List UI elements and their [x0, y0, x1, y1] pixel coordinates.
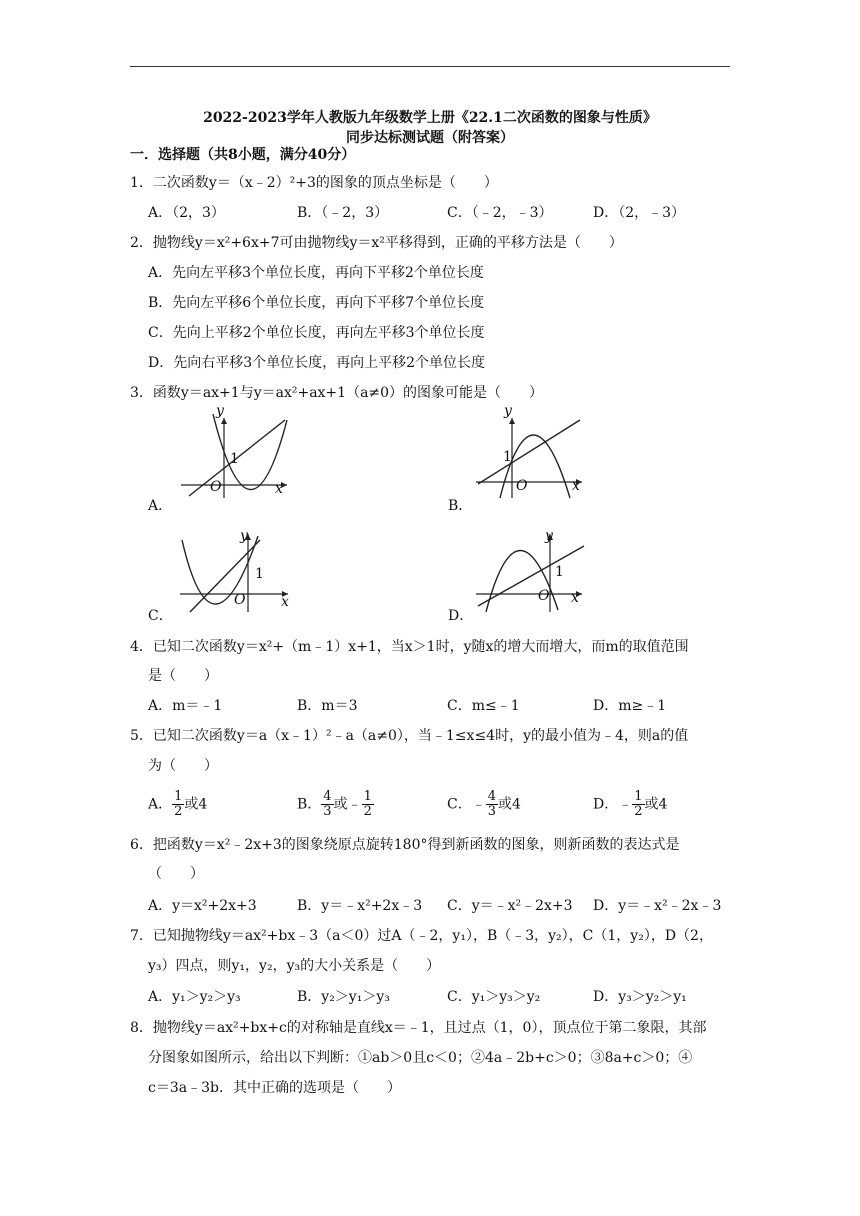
q3-option-b: B．: [448, 498, 473, 514]
q8-stem-line3: c＝3a﹣3b．其中正确的选项是（ ）: [148, 1080, 401, 1096]
q3-graph-b-origin: O: [516, 478, 528, 494]
q5-option-b-mid: 或﹣: [333, 796, 362, 813]
q5-option-c-tail: 或4: [498, 796, 521, 813]
q5-option-d: [593, 790, 667, 819]
q6-option-c: C．y＝﹣x²﹣2x+3: [447, 898, 573, 914]
q5-option-b-denominator-2: 2: [363, 804, 372, 819]
q5-option-a: [148, 790, 207, 819]
q6-option-a: A．y＝x²+2x+3: [148, 898, 257, 914]
q7-option-d: D．y₃＞y₂＞y₁: [593, 989, 687, 1005]
q2-option-c: C．先向上平移2个单位长度，再向左平移3个单位长度: [148, 325, 485, 341]
q4-stem-line1: 4．已知二次函数y＝x²+（m﹣1）x+1，当x＞1时，y随x的增大而增大，而m的取值范围: [130, 639, 689, 655]
q5-option-c-label: C．﹣: [447, 796, 486, 813]
q3-graph-a-y-label: y: [216, 403, 224, 419]
doc-subtitle: 同步达标测试题（附答案）: [346, 130, 514, 146]
q5-option-b-fraction-1: [321, 790, 333, 819]
q3-graph-a-one: 1: [230, 451, 239, 467]
q6-stem-line2: （ ）: [148, 866, 204, 882]
q1-stem: 1．二次函数y＝（x﹣2）²+3的图象的顶点坐标是（ ）: [130, 175, 498, 191]
q3-graph-c-origin: O: [234, 592, 246, 608]
q3-graph-a-origin: O: [210, 479, 222, 495]
q5-option-d-fraction: [632, 790, 644, 819]
q2-option-a: A．先向左平移3个单位长度，再向下平移2个单位长度: [148, 265, 484, 281]
q3-stem: 3．函数y＝ax+1与y＝ax²+ax+1（a≠0）的图象可能是（ ）: [130, 385, 544, 401]
q1-option-c: C．（﹣2，﹣3）: [447, 205, 553, 221]
doc-title: 2022-2023学年人教版九年级数学上册《22.1二次函数的图象与性质》: [203, 110, 657, 126]
q5-stem-line1: 5．已知二次函数y＝a（x﹣1）²﹣a（a≠0），当﹣1≤x≤4时，y的最小值为﹣4，则a的值: [130, 728, 689, 744]
q3-graph-c-one: 1: [255, 566, 264, 582]
q4-stem-line2: 是（ ）: [148, 668, 218, 684]
q2-stem: 2．抛物线y＝x²+6x+7可由抛物线y＝x²平移得到，正确的平移方法是（ ）: [130, 235, 623, 251]
q7-option-a: A．y₁＞y₂＞y₃: [148, 989, 241, 1005]
q5-option-c: [447, 790, 521, 819]
q5-option-b-numerator-2: 1: [363, 789, 372, 804]
q5-option-c-fraction: [486, 790, 498, 819]
q3-graph-d-origin: O: [538, 588, 550, 604]
q3-option-c: C．: [148, 608, 173, 624]
q5-option-b-fraction-2: [362, 790, 374, 819]
q3-graph-d-y-label: y: [545, 528, 553, 544]
q5-option-a-tail: 或4: [184, 796, 208, 813]
q5-option-c-numerator: 4: [487, 789, 496, 804]
q5-option-d-tail: 或4: [644, 796, 668, 813]
q5-option-a-numerator: 1: [174, 789, 183, 804]
q3-graph-d-one: 1: [555, 564, 564, 580]
q5-option-d-label: D．﹣: [593, 796, 633, 813]
q5-option-a-fraction: [172, 790, 184, 819]
q3-graph-b-y-label: y: [504, 403, 512, 419]
q5-option-a-label: A．: [148, 796, 173, 813]
q5-option-b: [297, 790, 374, 819]
q5-option-d-denominator: 2: [634, 804, 643, 819]
q3-graph-c-y-label: y: [240, 528, 248, 544]
q2-option-d: D．先向右平移3个单位长度，再向上平移2个单位长度: [148, 355, 486, 371]
q4-option-b: B．m＝3: [297, 698, 358, 714]
q5-stem-line2: 为（ ）: [148, 758, 218, 774]
q4-option-c: C．m≤﹣1: [447, 698, 520, 714]
q3-graph-a-x-label: x: [275, 481, 283, 497]
q8-stem-line1: 8．抛物线y＝ax²+bx+c的对称轴是直线x＝﹣1，且过点（1，0），顶点位于第二象限，其部: [130, 1020, 707, 1036]
q1-option-a: A．（2，3）: [148, 205, 225, 221]
q8-stem-line2: 分图象如图所示，给出以下判断：①ab＞0且c＜0；②4a﹣2b+c＞0；③8a+c＞0；④: [148, 1050, 693, 1066]
q3-graph-d-x-label: x: [571, 590, 579, 606]
header-rule: [130, 66, 730, 67]
q5-option-b-denominator-1: 3: [323, 804, 332, 819]
q5-option-c-denominator: 3: [487, 804, 496, 819]
q5-option-a-denominator: 2: [174, 804, 183, 819]
q2-option-b: B．先向左平移6个单位长度，再向下平移7个单位长度: [148, 295, 485, 311]
q1-option-b: B．（﹣2，3）: [297, 205, 389, 221]
section-heading: 一．选择题（共8小题，满分40分）: [130, 147, 356, 163]
q3-option-d: D．: [448, 608, 474, 624]
q6-stem-line1: 6．把函数y＝x²﹣2x+3的图象绕原点旋转180°得到新函数的图象，则新函数的表达式是: [130, 837, 680, 853]
q3-graph-b-x-label: x: [572, 478, 580, 494]
q5-option-d-numerator: 1: [634, 789, 643, 804]
q7-stem-line1: 7．已知抛物线y＝ax²+bx﹣3（a＜0）过A（﹣2，y₁），B（﹣3，y₂），C（1，y₂），D（2，: [130, 928, 713, 944]
q7-stem-line2: y₃）四点，则y₁，y₂，y₃的大小关系是（ ）: [148, 958, 441, 974]
q1-option-d: D．（2，﹣3）: [593, 205, 686, 221]
q6-option-b: B．y＝﹣x²+2x﹣3: [297, 898, 423, 914]
q5-option-b-label: B．: [297, 796, 322, 813]
q7-option-c: C．y₁＞y₃＞y₂: [447, 989, 541, 1005]
q4-option-a: A．m＝﹣1: [148, 698, 223, 714]
q4-option-d: D．m≥﹣1: [593, 698, 667, 714]
q3-option-a: A．: [148, 498, 173, 514]
q6-option-d: D．y＝﹣x²﹣2x﹣3: [593, 898, 722, 914]
q7-option-b: B．y₂＞y₁＞y₃: [297, 989, 390, 1005]
q3-graph-b-one: 1: [503, 449, 512, 465]
q5-option-b-numerator-1: 4: [323, 789, 332, 804]
q3-graph-c-x-label: x: [281, 594, 289, 610]
